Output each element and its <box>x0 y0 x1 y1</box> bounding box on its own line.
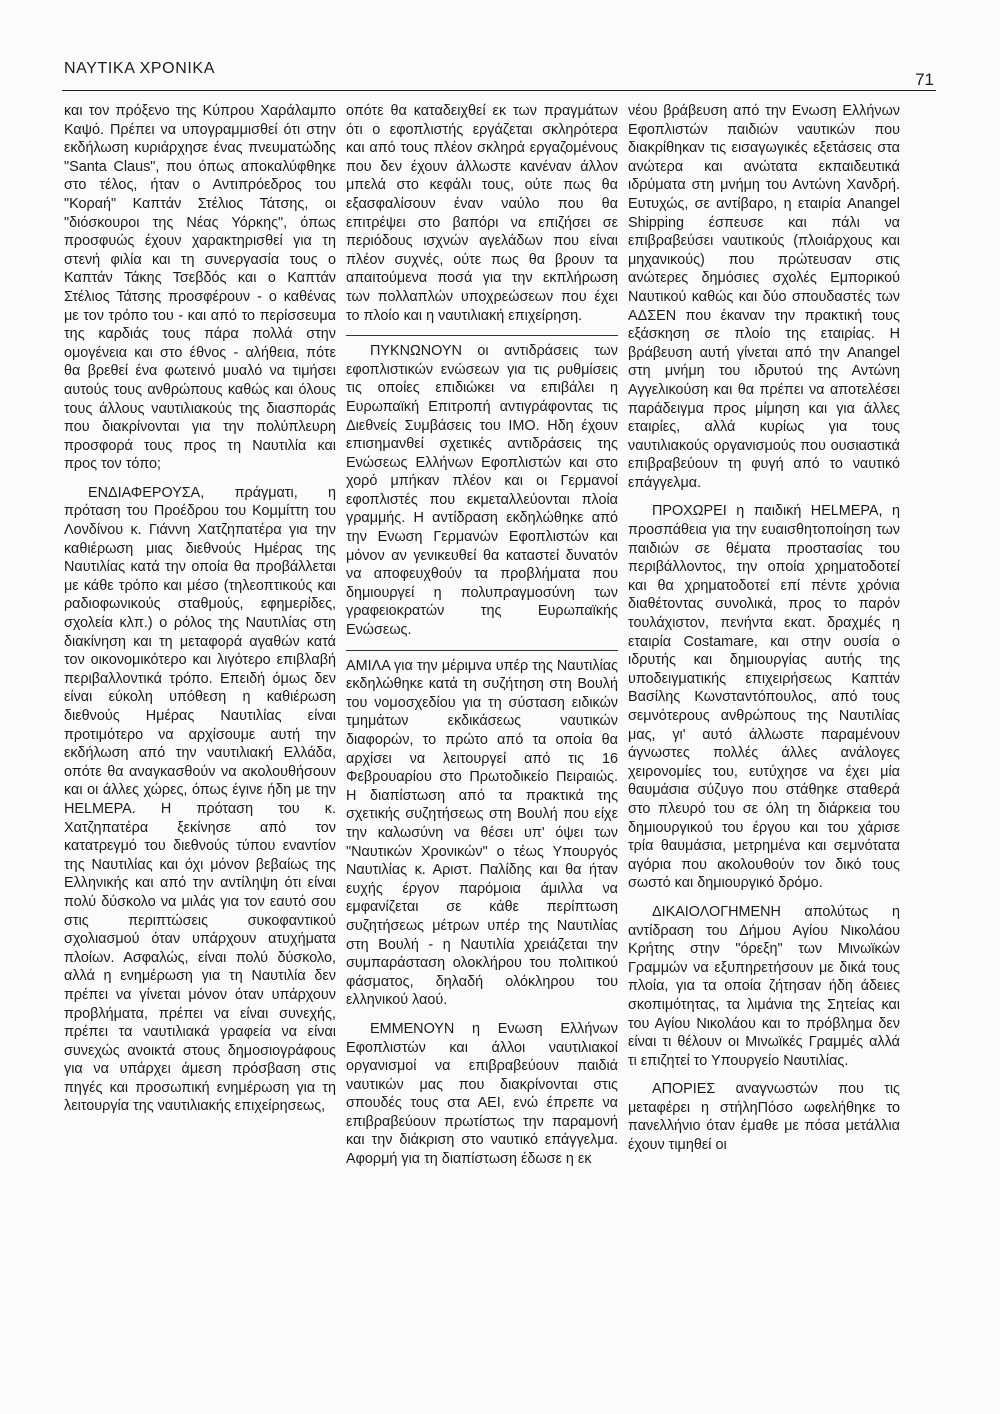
article-paragraph: ΕΝΔΙΑΦΕΡΟΥΣΑ, πράγματι, η πρόταση του Προέδρου του Κομμίττη του Λονδίνου κ. Γιάννη Χατζηπατέρα για την καθιέρωση μιας διεθνούς Ημέρας της Ναυτιλίας κατά την οποία θα προβάλλεται με κάθε τρόπο και μέσο (τηλεοπτικούς και ραδιοφωνικούς σταθμούς, εφημερίδες, σχολεία κλπ.) ο ρόλος της Ναυτιλίας στη διακίνηση και τη μεταφορά αγαθών κατά τον οικονομικότερο και λιγότερο επιβλαβή περιβαλλοντικά τρόπο. Επειδή όμως δεν είναι εύκολη υπόθεση η καθιέρωση διεθνούς Ημέρας Ναυτιλίας είναι προτιμότερο να αρχίσουμε αυτή την εκδήλωση από την ναυτιλιακή Ελλάδα, οπότε θα αναγκασθούν να ακολουθήσουν και οι άλλες χώρες, όπως έγινε ήδη με την HELMEPA. Η πρόταση του κ. Χατζηπατέρα ξεκίνησε από τον κατατρεγμό του διεθνούς τύπου εναντίον της Ναυτιλίας και όχι μόνον βεβαίως της Ελληνικής και από την αντίληψη ότι είναι πολύ δύσκολο να μιλάς για τον εαυτό σου στις περιπτώσεις συκοφαντικού σχολιασμού όταν υπάρχουν ατυχήματα πλοίων. Ασφαλώς, είναι πολύ δύσκολο, αλλά η ενημέρωση για τη Ναυτιλία δεν πρέπει να γίνεται μόνον όταν υπάρχουν προβλήματα, πρέπει να είναι συνεχής, πρέπει τα ναυτιλιακά γραφεία να είναι συνεχώς ανοικτά στους δημοσιογράφους για να υπάρχει άμεση πρόσβαση στις πηγές και προσωπική ενημέρωση για τη λειτουργία της ναυτιλιακής επιχείρησεως, <box>64 484 336 1115</box>
article-paragraph: ΑΜΙΛΑ για την μέριμνα υπέρ της Ναυτιλίας εκδηλώθηκε κατά τη συζήτηση στη Βουλή του νομοσχεδίου για τη σύσταση ειδικών τμημάτων εκδικάσεως ναυτικών διαφορών, το πρώτο από τα οποία θα αρχίσει να λειτουργεί από τις 16 Φεβρουαρίου στο Πρωτοδικείο Πειραιώς. Η διαπίστωση από τα πρακτικά της σχετικής συζητήσεως στη Βουλή που είχε την καλωσύνη να θέσει υπ' όψει των "Ναυτικών Χρονικών" ο τέως Υπουργός Ναυτιλίας κ. Αριστ. Παλίδης και θα ήταν ευχής έργον παρόμοια άμιλλα να εμφανίζεται σε κάθε περίπτωση συζητήσεως μέτρων υπέρ της Ναυτιλίας στη Βουλή - η Ναυτιλία χρειάζεται την συμπαράσταση ολοκλήρου του πολιτικού φάσματος, δηλαδή ολόκληρου του ελληνικού λαού. <box>346 657 618 1009</box>
article-paragraph: ΠΡΟΧΩΡΕΙ η παιδική HELMEPA, η προσπάθεια για την ευαισθητοποίηση των παιδιών σε θέματα προστασίας του περιβάλλοντος, την οποία χρηματοδοτεί και θα χρηματοδοτεί επί πέντε χρόνια διαθέτοντας συνολικά, προς το παρόν τουλάχιστον, πενήντα εκατ. δραχμές η εταιρία Costamare, και στην ουσία ο ιδρυτής και δημιουργίας αυτής της υποδειγματικής επιχειρήσεως Καπτάν Βασίλης Κωνσταντόπουλος, από τους σεμνότερους ανθρώπους της Ναυτιλίας μας, γι' αυτό άλλωστε παραμένουν άγνωστες πολλές άλλες ανάλογες χειρονομίες του, ευτύχησε να έχει μία θαυμάσια σύζυγο που στάθηκε σταθερά στο πλευρό του σε όλη τη διάρκεια του δημιουργικού του έργου και του χάρισε τρία θαυμάσια, μετρημένα και σεμνότατα αγόρια που ακολουθούν τον δικό τους σωστό και δημιουργικό δρόμο. <box>628 503 900 892</box>
boxed-item <box>346 335 618 640</box>
article-paragraph: ΠΥΚΝΩΝΟΥΝ οι αντιδράσεις των εφοπλιστικών ενώσεων για τις ρυθμίσεις τις οποίες επιδιώκει να επιβάλει η Ευρωπαϊκή Επιτροπή αντιγράφοντας τις Διεθνείς Συμβάσεις του ΙΜΟ. Ηδη έχουν επισημανθεί σχετικές αντιδράσεις της Ενώσεως Ελλήνων Εφοπλιστών και στο χορό μπήκαν πλέον και οι Γερμανοί εφοπλιστές που εκμεταλλεύονται πλοία γραμμής. Η αντίδραση εκδηλώθηκε από την Ενωση Γερμανών Εφοπλιστών και μόνον αν γενικευθεί θα καταστεί δυνατόν να αποφευχθούν τα προβλήματα που δημιουργεί η πολυπραγμοσύνη των γραφειοκρατών της Ευρωπαϊκής Ενώσεως. <box>346 343 618 639</box>
boxed-item <box>346 650 618 1010</box>
article-paragraph: οπότε θα καταδειχθεί εκ των πραγμάτων ότι ο εφοπλιστής εργάζεται σκληρότερα και από τους πλέον σκληρά εργαζομένους που δεν έχουν άλλωστε κανέναν άλλον μπελά στο κεφάλι τους, ούτε πως θα εξασφαλίσουν έναν ναύλο που θα επιτρέψει στο βαπόρι να επιζήσει σε περιόδους ισχνών αγελάδων που είναι πλέον συχνές, ούτε πως θα βρουν τα απαιτούμενα ποσά για την εκπλήρωση των πολλαπλών υποχρεώσεων που έχει το πλοίο και η ναυτιλιακή επιχείρηση. <box>346 103 618 324</box>
article-paragraph: ΑΠΟΡΙΕΣ αναγνωστών που τις μεταφέρει η στήληΠόσο ωφελήθηκε το πανελλήνιο όταν έμαθε με πόσα μετάλλια έχουν τιμηθεί οι <box>628 1081 900 1154</box>
column-3 <box>628 102 900 1155</box>
article-paragraph: νέου βράβευση από την Ενωση Ελλήνων Εφοπλιστών παιδιών ναυτικών που διακρίθηκαν τις εισαγωγικές εξετάσεις στα ανώτερα και ανώτατα εκπαιδευτικά ιδρύματα στη μνήμη του Αντώνη Χανδρή. Ευτυχώς, σε αντίβαρο, η εταιρία Anangel Shipping έσπευσε και πάλι να επιβραβεύσει ναυτικούς (πλοιάρχους και μηχανικούς) που πρώτευσαν στις ανώτερες δημόσιες σχολές Εμπορικού Ναυτικού καθώς και δύο σπουδαστές των ΑΔΣΕΝ που έκαναν την πρακτική τους εξάσκηση σε πλοίο της εταιρίας. Η βράβευση αυτή γίνεται από την Anangel στη μνήμη του ιδρυτού της Αντώνη Αγγελικούση και θα πρέπει να αποτελέσει παράδειγμα προς μίμηση και για άλλες εταιρίες, αλλά κυρίως για τους ναυτιλιακούς οργανισμούς που ουσιαστικά επιβραβεύουν τη φυγή από το ναυτικό επάγγελμα. <box>628 103 900 491</box>
page-header <box>64 58 934 89</box>
column-2 <box>346 102 618 1169</box>
article-paragraph: ΔΙΚΑΙΟΛΟΓΗΜΕΝΗ απολύτως η αντίδραση του Δήμου Αγίου Νικολάου Κρήτης στην "όρεξη" των Μινωϊκών Γραμμών να εξυπηρετήσουν με δικά τους πλοία, για τα οποία ζήτησαν ήδη άδειες σκοπιμότητας, τα λιμάνια της Σητείας και του Αγίου Νικολάου και το πρόβλημα δεν είναι τι θέλουν οι Μινωϊκές Γραμμές αλλά τι επιζητεί το Υπουργείο Ναυτιλίας. <box>628 903 900 1069</box>
page-number: 71 <box>915 70 934 89</box>
running-title: ΝΑΥΤΙΚΑ ΧΡΟΝΙΚΑ <box>64 60 215 77</box>
column-1 <box>64 102 336 1116</box>
article-paragraph: και τον πρόξενο της Κύπρου Χαράλαμπο Καψό. Πρέπει να υπογραμμισθεί ότι στην εκδήλωση κυριάρχησε ένας πνευματώδης "Santa Claus", που όπως αποκαλύφθηκε στο τέλος, ήταν ο Αντιπρόεδρος του "Κοραή" Καπτάν Στέλιος Τάτσης, οι "διόσκουροι της Νέας Υόρκης", όπως προσφυώς έχουν χαρακτηρισθεί για τη στενή φιλία και τη συνεργασία τους ο Καπτάν Τάκης Τσεβδός και ο Καπτάν Στέλιος Τάτσης προσφέρουν - ο καθένας με τον τρόπο του - και από το περίσσευμα της καρδιάς τους πάρα πολλά στην ομογένεια και στο έθνος - αλήθεια, πότε θα βρεθεί ένα φωτεινό μυαλό να τιμήσει αυτούς τους ανθρώπους καθώς και όλους τους άλλους ναυτιλιακούς της διασποράς που διακρίνονται για την πολύπλευρη προσφορά τους προς τη Ναυτιλία και προς τον τόπο; <box>64 103 336 473</box>
article-paragraph: ΕΜΜΕΝΟΥΝ η Ενωση Ελλήνων Εφοπλιστών και άλλοι ναυτιλιακοί οργανισμοί να επιβραβεύουν παιδιά ναυτικών μας που διακρίνονται στις σπουδές τους στα ΑΕΙ, ενώ έπρεπε να επιβραβεύουν πρωτίστως την παραμονή και την διάκριση στο ναυτικό επάγγελμα. Αφορμή για τη διαπίστωση έδωσε η εκ <box>346 1020 618 1168</box>
header-rule <box>62 90 936 91</box>
